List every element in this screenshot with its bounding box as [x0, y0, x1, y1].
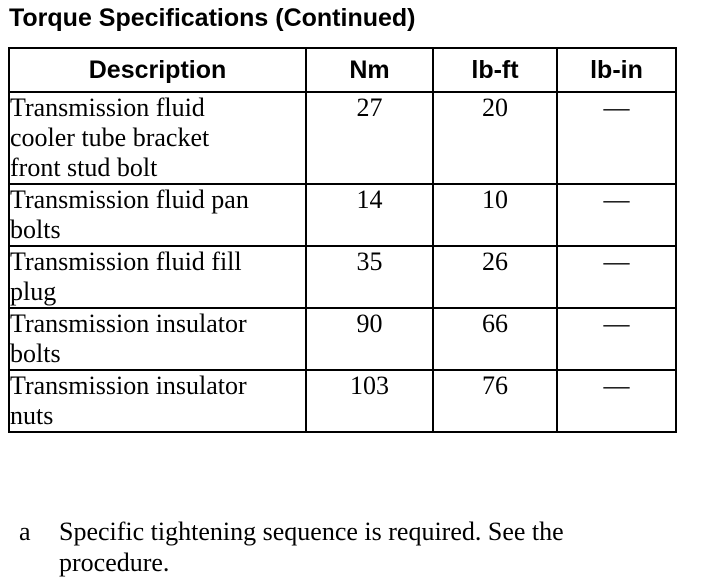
nm-cell: 35: [306, 246, 433, 308]
description-line: nuts: [10, 401, 54, 430]
lb-ft-cell: 10: [433, 184, 557, 246]
description-cell: [9, 246, 306, 308]
description-line: bolts: [10, 215, 61, 244]
description-line: front stud bolt: [10, 153, 158, 182]
description-line: cooler tube bracket: [10, 123, 210, 152]
lb-in-cell: —: [557, 92, 676, 184]
lb-in-cell: —: [557, 308, 676, 370]
lb-ft-cell: 20: [433, 92, 557, 184]
nm-cell: 14: [306, 184, 433, 246]
nm-cell: 103: [306, 370, 433, 432]
description-cell: [9, 308, 306, 370]
column-header-lb-ft: lb-ft: [433, 48, 557, 92]
lb-ft-cell: 76: [433, 370, 557, 432]
description-line: Transmission fluid fill: [10, 247, 242, 276]
table-header-row: [9, 48, 676, 92]
torque-spec-table: [8, 47, 677, 433]
footnote-text: [59, 516, 679, 578]
table-row: [9, 184, 676, 246]
description-line: Transmission fluid: [10, 93, 205, 122]
description-line: Transmission insulator: [10, 309, 247, 338]
lb-ft-cell: 26: [433, 246, 557, 308]
description-line: bolts: [10, 339, 61, 368]
description-line: plug: [10, 277, 57, 306]
column-header-nm: Nm: [306, 48, 433, 92]
footnote-line: Specific tightening sequence is required. See the: [59, 517, 564, 546]
lb-in-cell: —: [557, 184, 676, 246]
table-row: [9, 92, 676, 184]
lb-in-cell: —: [557, 246, 676, 308]
description-line: Transmission insulator: [10, 371, 247, 400]
nm-cell: 27: [306, 92, 433, 184]
table-row: [9, 308, 676, 370]
table-row: [9, 246, 676, 308]
description-cell: [9, 184, 306, 246]
column-header-description: Description: [9, 48, 306, 92]
lb-in-cell: —: [557, 370, 676, 432]
description-cell: [9, 370, 306, 432]
page-title: Torque Specifications (Continued): [9, 4, 416, 32]
column-header-lb-in: lb-in: [557, 48, 676, 92]
footnote-marker: a: [19, 517, 31, 546]
table-row: [9, 370, 676, 432]
nm-cell: 90: [306, 308, 433, 370]
footnote-line: procedure.: [59, 548, 170, 577]
lb-ft-cell: 66: [433, 308, 557, 370]
description-cell: [9, 92, 306, 184]
description-line: Transmission fluid pan: [10, 185, 249, 214]
